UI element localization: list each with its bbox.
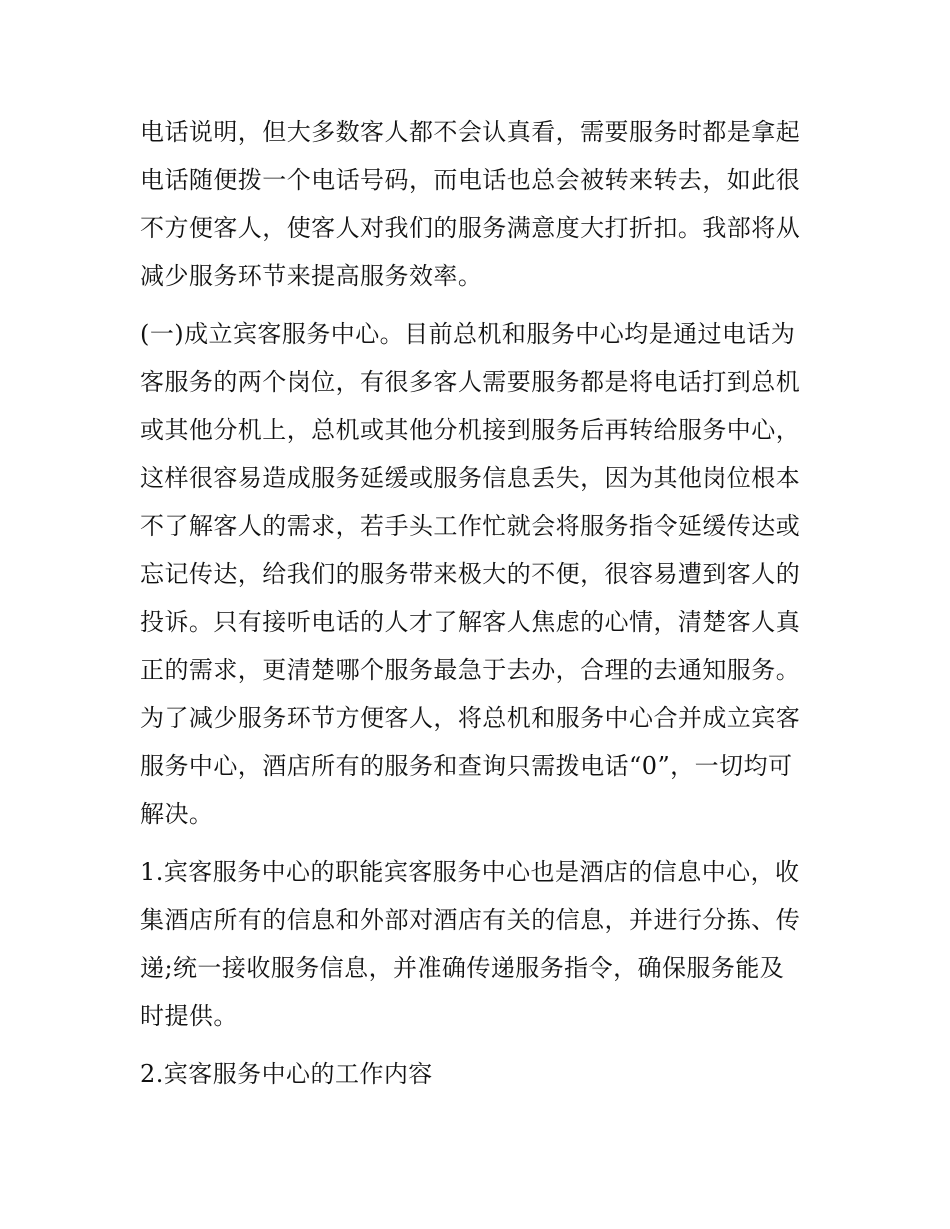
text-line: 解决。 bbox=[140, 800, 214, 828]
text-line: 不了解客人的需求，若手头工作忙就会将服务指令延缓传达或 bbox=[140, 512, 801, 540]
text-line: 投诉。只有接听电话的人才了解客人焦虑的心情，清楚客人真 bbox=[140, 608, 801, 636]
document-body bbox=[140, 108, 815, 1108]
section-heading: 2.宾客服务中心的工作内容 bbox=[140, 1060, 433, 1088]
text-line: 1.宾客服务中心的职能宾客服务中心也是酒店的信息中心，收 bbox=[140, 858, 800, 886]
text-line: 这样很容易造成服务延缓或服务信息丢失，因为其他岗位根本 bbox=[140, 464, 801, 492]
text-line: (一)成立宾客服务中心。目前总机和服务中心均是通过电话为 bbox=[140, 320, 796, 348]
text-line: 减少服务环节来提高服务效率。 bbox=[140, 262, 483, 290]
text-line: 服务中心，酒店所有的服务和查询只需拨电话“0”，一切均可 bbox=[140, 752, 793, 780]
text-line: 电话说明，但大多数客人都不会认真看，需要服务时都是拿起 bbox=[140, 118, 801, 146]
paragraph-center-work-content bbox=[140, 1050, 815, 1098]
text-line: 忘记传达，给我们的服务带来极大的不便，很容易遭到客人的 bbox=[140, 560, 801, 588]
paragraph-center-functions bbox=[140, 848, 815, 1040]
text-line: 时提供。 bbox=[140, 1002, 238, 1030]
paragraph-phone-explanation bbox=[140, 108, 815, 300]
text-line: 或其他分机上，总机或其他分机接到服务后再转给服务中心， bbox=[140, 416, 801, 444]
text-line: 客服务的两个岗位，有很多客人需要服务都是将电话打到总机 bbox=[140, 368, 801, 396]
text-line: 不方便客人，使客人对我们的服务满意度大打折扣。我部将从 bbox=[140, 214, 801, 242]
text-line: 正的需求，更清楚哪个服务最急于去办，合理的去通知服务。 bbox=[140, 656, 801, 684]
text-line: 集酒店所有的信息和外部对酒店有关的信息，并进行分拣、传 bbox=[140, 906, 801, 934]
text-line: 电话随便拨一个电话号码，而电话也总会被转来转去，如此很 bbox=[140, 166, 801, 194]
text-line: 为了减少服务环节方便客人，将总机和服务中心合并成立宾客 bbox=[140, 704, 801, 732]
paragraph-guest-service-center bbox=[140, 310, 815, 838]
text-line: 递;统一接收服务信息，并准确传递服务指令，确保服务能及 bbox=[140, 954, 785, 982]
